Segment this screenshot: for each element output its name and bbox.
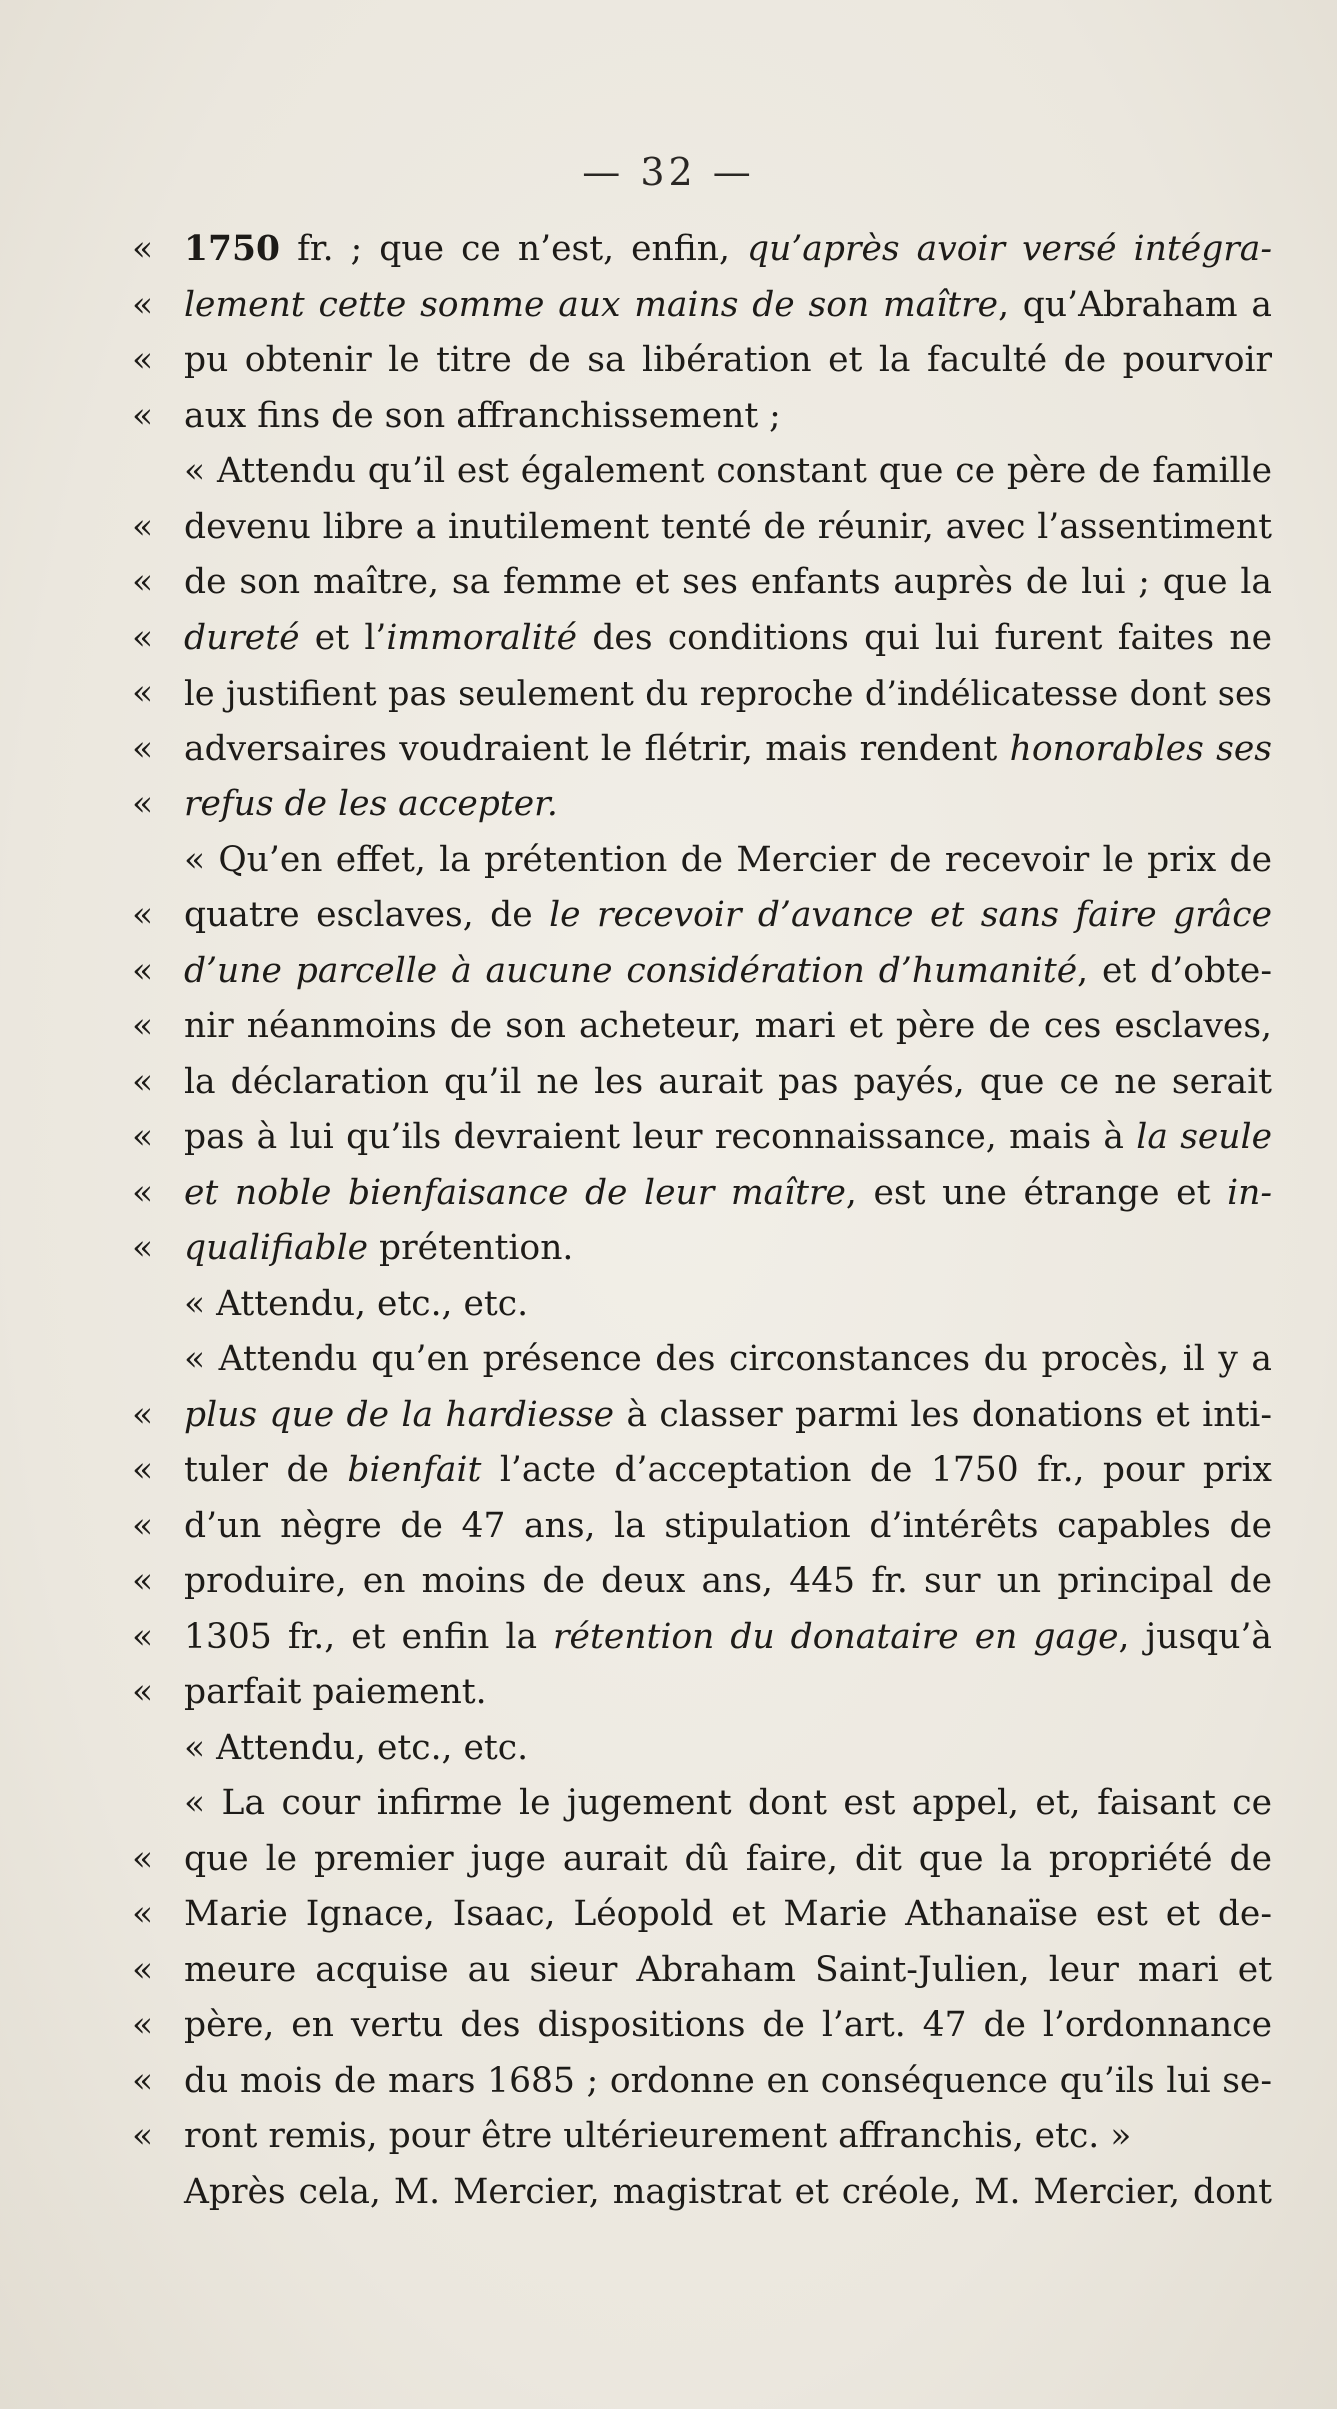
text-line	[132, 1388, 1272, 1444]
text-line	[132, 1332, 1272, 1388]
text-line	[132, 500, 1272, 556]
text-line	[132, 888, 1272, 944]
quote-mark: «	[132, 2116, 154, 2156]
body-text	[132, 222, 1272, 2220]
line-text: pu obtenir le titre de sa libération et la faculté de pourvoir	[184, 340, 1272, 380]
text-line	[132, 1499, 1272, 1555]
text-line	[132, 1221, 1272, 1277]
line-text: le justifient pas seulement du reproche d’indélicatesse dont ses	[184, 674, 1272, 713]
quote-mark: «	[132, 340, 154, 380]
line-text: « Qu’en effet, la prétention de Mercier de recevoir le prix de	[184, 839, 1272, 880]
line-text: quatre esclaves, de le recevoir d’avance et sans faire grâce	[184, 895, 1272, 935]
text-line	[132, 2109, 1272, 2165]
text-line	[132, 555, 1272, 611]
text-line	[132, 944, 1272, 1000]
text-line	[132, 2165, 1272, 2221]
quote-mark: «	[132, 1394, 154, 1435]
line-text: refus de les accepter.	[184, 784, 558, 824]
quote-mark: «	[132, 784, 154, 824]
quote-mark: «	[132, 1006, 154, 1046]
quote-mark: «	[132, 1172, 154, 1213]
line-text: Après cela, M. Mercier, magistrat et créole, M. Mercier, dont	[184, 2171, 1272, 2212]
quote-mark: «	[132, 395, 154, 436]
line-text: 1750 fr. ; que ce n’est, enfin, qu’après avoir versé intégra-	[184, 229, 1272, 269]
text-line	[132, 278, 1272, 334]
quote-mark: «	[132, 1228, 154, 1268]
line-text: « Attendu qu’en présence des circonstances du procès, il y a	[184, 1339, 1272, 1379]
text-line	[132, 666, 1272, 722]
line-text: qualifiable prétention.	[184, 1228, 574, 1268]
line-text: adversaires voudraient le flétrir, mais rendent honorables ses	[184, 728, 1272, 769]
line-text: du mois de mars 1685 ; ordonne en conséquence qu’ils lui se-	[184, 2060, 1272, 2101]
line-text: parfait paiement.	[184, 1672, 487, 1712]
quote-mark: «	[132, 1894, 154, 1934]
text-line	[132, 1832, 1272, 1888]
quote-mark: «	[132, 617, 154, 658]
quote-mark: «	[132, 506, 154, 547]
quote-mark: «	[132, 1949, 154, 1990]
line-text: « Attendu, etc., etc.	[184, 1283, 529, 1324]
text-line	[132, 2054, 1272, 2110]
line-text: plus que de la hardiesse à classer parmi les donations et inti-	[184, 1394, 1272, 1435]
quote-mark: «	[132, 1061, 154, 1102]
page-number: — 32 —	[582, 150, 755, 194]
line-text: produire, en moins de deux ans, 445 fr. sur un principal de	[184, 1561, 1272, 1601]
text-line	[132, 1166, 1272, 1222]
quote-mark: «	[132, 1117, 154, 1157]
text-line	[132, 1721, 1272, 1777]
quote-mark: «	[132, 1672, 154, 1712]
quote-mark: «	[132, 229, 154, 269]
text-line	[132, 999, 1272, 1055]
line-text: meure acquise au sieur Abraham Saint-Julien, leur mari et	[184, 1949, 1272, 1990]
text-line	[132, 1998, 1272, 2054]
line-text: tuler de bienfait l’acte d’acceptation de 1750 fr., pour prix	[184, 1450, 1272, 1490]
text-line	[132, 611, 1272, 667]
quote-mark: «	[132, 950, 154, 991]
line-text: d’une parcelle à aucune considération d’humanité, et d’obte-	[184, 950, 1272, 991]
quote-mark: «	[132, 895, 154, 935]
line-text: Marie Ignace, Isaac, Léopold et Marie Athanaïse est et de-	[184, 1894, 1272, 1934]
text-line	[132, 722, 1272, 778]
text-line	[132, 1610, 1272, 1666]
text-line	[132, 333, 1272, 389]
quote-mark: «	[132, 1505, 154, 1546]
line-text: et noble bienfaisance de leur maître, est une étrange et in-	[184, 1172, 1272, 1213]
quote-mark: «	[132, 562, 154, 602]
quote-mark: «	[132, 2005, 154, 2045]
line-text: de son maître, sa femme et ses enfants auprès de lui ; que la	[184, 562, 1272, 602]
quote-mark: «	[132, 284, 154, 325]
quote-mark: «	[132, 728, 154, 769]
line-text: « Attendu, etc., etc.	[184, 1727, 529, 1768]
line-text: dureté et l’immoralité des conditions qui lui furent faites ne	[184, 617, 1272, 658]
quote-mark: «	[132, 1616, 154, 1657]
line-text: lement cette somme aux mains de son maître, qu’Abraham a	[184, 284, 1272, 325]
text-line	[132, 1887, 1272, 1943]
line-text: que le premier juge aurait dû faire, dit que la propriété de	[184, 1838, 1272, 1879]
line-text: 1305 fr., et enfin la rétention du donataire en gage, jusqu’à	[184, 1616, 1272, 1657]
text-line	[132, 444, 1272, 500]
quote-mark: «	[132, 1838, 154, 1879]
line-text: d’un nègre de 47 ans, la stipulation d’intérêts capables de	[184, 1505, 1272, 1546]
text-line	[132, 777, 1272, 833]
text-line	[132, 1277, 1272, 1333]
line-text: aux fins de son affranchissement ;	[184, 395, 781, 436]
text-line	[132, 1943, 1272, 1999]
line-text: ront remis, pour être ultérieurement affranchis, etc. »	[184, 2116, 1132, 2156]
text-line	[132, 222, 1272, 278]
text-line	[132, 833, 1272, 889]
line-text: pas à lui qu’ils devraient leur reconnaissance, mais à la seule	[184, 1117, 1272, 1157]
line-text: devenu libre a inutilement tenté de réunir, avec l’assentiment	[184, 506, 1272, 547]
line-text: « La cour infirme le jugement dont est appel, et, faisant ce	[184, 1783, 1272, 1823]
quote-mark: «	[132, 1561, 154, 1601]
line-text: père, en vertu des dispositions de l’art. 47 de l’ordonnance	[184, 2005, 1272, 2045]
line-text: nir néanmoins de son acheteur, mari et père de ces esclaves,	[184, 1006, 1272, 1046]
text-line	[132, 1554, 1272, 1610]
quote-mark: «	[132, 1450, 154, 1490]
text-line	[132, 389, 1272, 445]
text-line	[132, 1776, 1272, 1832]
line-text: « Attendu qu’il est également constant que ce père de famille	[184, 451, 1272, 491]
quote-mark: «	[132, 2060, 154, 2101]
text-line	[132, 1443, 1272, 1499]
text-line	[132, 1110, 1272, 1166]
text-line	[132, 1665, 1272, 1721]
line-text: la déclaration qu’il ne les aurait pas payés, que ce ne serait	[184, 1061, 1272, 1102]
text-line	[132, 1055, 1272, 1111]
quote-mark: «	[132, 673, 154, 713]
